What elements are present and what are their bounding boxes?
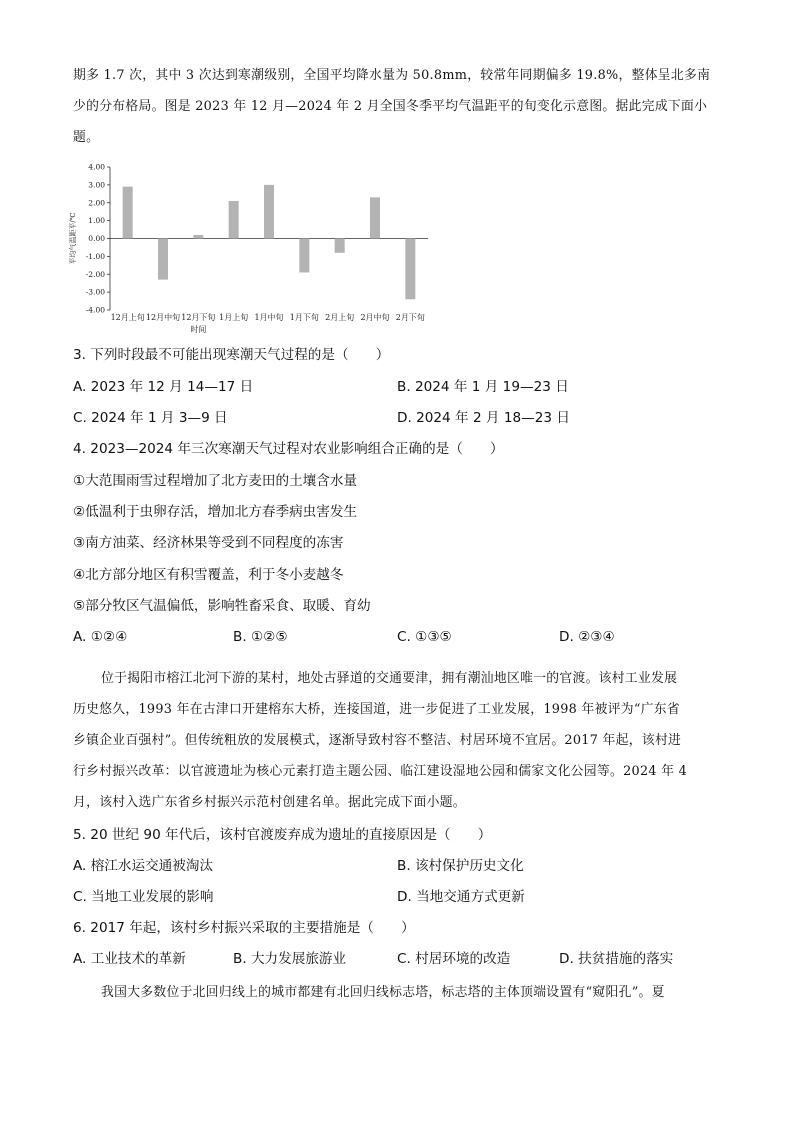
q6-option-a[interactable]: A. 工业技术的革新 <box>73 951 186 967</box>
y-tick-label: 3.00 <box>88 180 105 190</box>
x-tick-label: 1月中旬 <box>254 313 284 322</box>
q4-item-3: ③南方油菜、经济林果等受到不同程度的冻害 <box>73 535 344 551</box>
x-tick-label: 12月中旬 <box>145 313 181 322</box>
y-tick-label: 2.00 <box>88 198 105 208</box>
q6-option-b[interactable]: B. 大力发展旅游业 <box>233 951 347 967</box>
q4-item-4: ④北方部分地区有积雪覆盖，利于冬小麦越冬 <box>73 567 344 583</box>
bar-9 <box>405 239 415 300</box>
q3-option-c[interactable]: C. 2024 年 1 月 3—9 日 <box>73 410 228 426</box>
bar-5 <box>264 185 274 239</box>
y-tick-label: 4.00 <box>88 162 105 172</box>
temperature-anomaly-chart <box>55 155 445 345</box>
q4-option-a[interactable]: A. ①②④ <box>73 629 128 645</box>
x-tick-label: 2月中旬 <box>360 313 390 322</box>
y-tick-label: 1.00 <box>88 216 105 226</box>
bar-4 <box>229 201 239 239</box>
intro-line-3: 题。 <box>73 130 100 145</box>
x-tick-label: 1月下旬 <box>289 313 319 322</box>
passage2-line-4: 行乡村振兴改革：以官渡遗址为核心元素打造主题公园、临江建设湿地公园和儒家文化公园等。2024 年 4 <box>73 764 688 779</box>
bar-6 <box>299 239 309 273</box>
bar-7 <box>335 239 345 253</box>
y-tick-label: -3.00 <box>85 287 105 297</box>
y-tick-label: 0.00 <box>88 234 105 243</box>
q5-option-c[interactable]: C. 当地工业发展的影响 <box>73 889 214 905</box>
passage2-line-3: 乡镇企业百强村”。但传统粗放的发展模式，逐渐导致村容不整洁、村居环境不宜居。2017 年起，该村进 <box>73 733 682 748</box>
x-tick-label: 12月上旬 <box>110 313 145 322</box>
x-axis-title: 时间 <box>190 325 207 334</box>
bar-2 <box>158 239 168 280</box>
q4-item-5: ⑤部分牧区气温偏低，影响牲畜采食、取暖、育幼 <box>73 598 371 614</box>
passage2-line-2: 历史悠久，1993 年在古津口开建榕东大桥，连接国道，进一步促进了工业发展，1998 年被评为“广东省 <box>73 702 680 717</box>
bar-3 <box>193 235 203 239</box>
q4-stem: 4. 2023—2024 年三次寒潮天气过程对农业影响组合正确的是（ ） <box>73 441 504 457</box>
x-tick-label: 12月下旬 <box>181 313 216 322</box>
q3-stem: 3. 下列时段最不可能出现寒潮天气过程的是（ ） <box>73 347 390 363</box>
intro-line-1: 期多 1.7 次，其中 3 次达到寒潮级别，全国平均降水量为 50.8mm，较常年同期偏多 19.8%，整体呈北多南 <box>73 68 711 83</box>
q5-option-d[interactable]: D. 当地交通方式更新 <box>397 889 525 905</box>
y-tick-label: -1.00 <box>85 251 105 261</box>
q5-option-a[interactable]: A. 榕江水运交通被淘汰 <box>73 858 214 874</box>
q6-option-d[interactable]: D. 扶贫措施的落实 <box>559 951 674 967</box>
q4-option-c[interactable]: C. ①③⑤ <box>397 629 452 645</box>
q3-option-a[interactable]: A. 2023 年 12 月 14—17 日 <box>73 379 254 395</box>
q6-option-c[interactable]: C. 村居环境的改造 <box>397 951 511 967</box>
bar-8 <box>370 197 380 238</box>
q4-item-1: ①大范围雨雪过程增加了北方麦田的土壤含水量 <box>73 473 358 489</box>
q4-item-2: ②低温利于虫卵存活，增加北方春季病虫害发生 <box>73 504 358 520</box>
q4-option-d[interactable]: D. ②③④ <box>559 629 615 645</box>
q6-stem: 6. 2017 年起，该村乡村振兴采取的主要措施是（ ） <box>73 920 415 936</box>
q5-option-b[interactable]: B. 该村保护历史文化 <box>397 858 524 874</box>
passage3-line-1: 我国大多数位于北回归线上的城市都建有北回归线标志塔，标志塔的主体顶端设置有“窥阳孔”。夏 <box>101 985 665 1000</box>
q5-stem: 5. 20 世纪 90 年代后，该村官渡废弃成为遗址的直接原因是（ ） <box>73 827 492 843</box>
bar-1 <box>123 187 133 239</box>
passage2-line-5: 月，该村入选广东省乡村振兴示范村创建名单。据此完成下面小题。 <box>73 795 466 810</box>
x-tick-label: 2月上旬 <box>325 313 355 322</box>
y-axis-title: 平均气温距平/℃ <box>69 212 77 265</box>
passage2-line-1: 位于揭阳市榕江北河下游的某村，地处古驿道的交通要津，拥有潮汕地区唯一的官渡。该村工业发展 <box>101 671 678 686</box>
q3-option-d[interactable]: D. 2024 年 2 月 18—23 日 <box>397 410 570 426</box>
y-tick-label: -4.00 <box>85 305 105 315</box>
q3-option-b[interactable]: B. 2024 年 1 月 19—23 日 <box>397 379 569 395</box>
y-tick-label: -2.00 <box>85 269 105 279</box>
intro-line-2: 少的分布格局。图是 2023 年 12 月—2024 年 2 月全国冬季平均气温距平的旬变化示意图。据此完成下面小 <box>73 99 708 114</box>
x-tick-label: 1月上旬 <box>219 313 249 322</box>
x-tick-label: 2月下旬 <box>395 313 425 322</box>
q4-option-b[interactable]: B. ①②⑤ <box>233 629 288 645</box>
